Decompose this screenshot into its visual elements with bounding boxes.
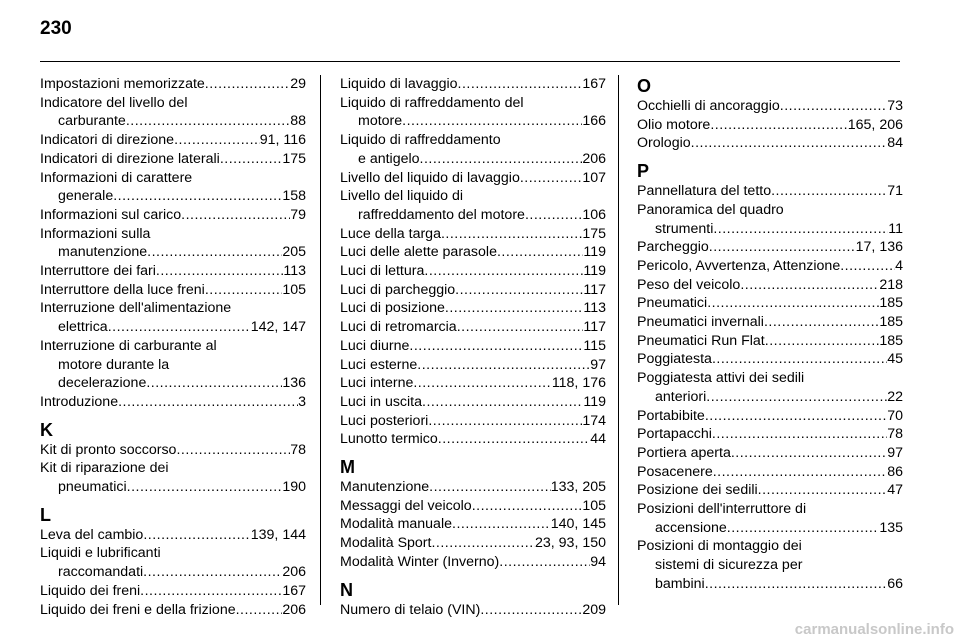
entry-text: Luci di lettura <box>340 263 425 280</box>
page-reference: 3 <box>298 393 306 410</box>
dot-leader <box>710 116 847 135</box>
index-entry <box>340 601 606 620</box>
dot-leader <box>525 206 582 225</box>
entry-text: raccomandati <box>58 564 144 581</box>
entry-text: Manutenzione <box>340 479 430 496</box>
index-entry <box>340 131 606 168</box>
index-entry <box>40 337 306 393</box>
page-reference: 118, 176 <box>551 375 606 392</box>
page-reference: 78 <box>887 426 903 443</box>
index-entry <box>40 582 306 601</box>
entry-text: Posizioni di montaggio dei <box>637 538 802 555</box>
index-entry <box>637 537 903 593</box>
dot-leader <box>127 478 283 497</box>
page-reference: 167 <box>582 76 606 92</box>
dot-leader <box>707 294 879 313</box>
dot-leader <box>712 350 887 369</box>
index-entry <box>637 425 903 444</box>
page-reference: 117 <box>583 319 606 336</box>
page-reference: 139, 144 <box>250 526 306 543</box>
header-rule <box>40 61 900 62</box>
entry-text: Posacenere <box>637 463 713 480</box>
entry-text: Pannellatura del tetto <box>637 183 772 200</box>
dot-leader <box>220 150 283 169</box>
page-reference: 105 <box>282 281 306 298</box>
dot-leader <box>727 519 880 538</box>
dot-leader <box>713 220 888 239</box>
page-reference: 45 <box>887 351 903 368</box>
index-entry <box>340 393 606 412</box>
entry-text: Posizioni dell'interruttore di <box>637 501 807 518</box>
page-reference: 167 <box>282 582 306 599</box>
index-entry <box>40 150 306 169</box>
page-reference: 175 <box>582 225 606 242</box>
index-entry <box>340 225 606 244</box>
entry-text: Kit di pronto soccorso <box>40 441 177 458</box>
index-entry <box>40 262 306 281</box>
dot-leader <box>108 318 251 337</box>
page-reference: 47 <box>887 482 903 499</box>
dot-leader <box>771 182 887 201</box>
page-reference: 97 <box>590 356 606 373</box>
entry-text: anteriori <box>655 388 707 405</box>
dot-leader <box>455 281 583 300</box>
dot-leader <box>840 257 895 276</box>
entry-text: Modalità Sport <box>340 535 432 552</box>
entry-text: Luci di retromarcia <box>340 319 457 336</box>
dot-leader <box>765 332 880 351</box>
dot-leader <box>409 337 583 356</box>
index-entry <box>637 294 903 313</box>
page-reference: 86 <box>887 463 903 480</box>
entry-text: pneumatici <box>58 479 127 496</box>
entry-text: decelerazione <box>58 375 147 392</box>
entry-text: Indicatore del livello del <box>40 94 188 111</box>
dot-leader <box>422 393 583 412</box>
entry-text: e antigelo <box>358 150 420 167</box>
entry-text: Liquido di raffreddamento del <box>340 94 524 111</box>
column-divider <box>320 75 321 605</box>
page-reference: 205 <box>282 244 306 261</box>
page-reference: 105 <box>582 497 606 514</box>
dot-leader <box>140 582 282 601</box>
entry-text: Informazioni sulla <box>40 225 151 242</box>
entry-text: Informazioni sul carico <box>40 206 182 223</box>
dot-leader <box>143 563 282 582</box>
entry-text: Indicatori di direzione <box>40 132 175 149</box>
page-reference: 119 <box>583 393 606 410</box>
index-entry <box>637 407 903 426</box>
page-number: 230 <box>40 18 72 39</box>
index-entry <box>637 313 903 332</box>
index-entry <box>340 374 606 393</box>
index-entry <box>340 337 606 356</box>
page-reference: 115 <box>583 337 606 354</box>
page-reference: 11 <box>888 220 903 237</box>
dot-leader <box>764 313 879 332</box>
dot-leader <box>431 534 535 553</box>
watermark: carmanualsonline.info <box>794 621 954 638</box>
entry-text: Luce della targa <box>340 225 441 242</box>
dot-leader <box>402 112 582 131</box>
dot-leader <box>731 444 887 463</box>
entry-text: sistemi di sicurezza per <box>655 557 803 574</box>
page-reference: 206 <box>282 601 306 618</box>
entry-text: accensione <box>655 519 727 536</box>
page-reference: 185 <box>879 332 903 349</box>
index-entry <box>637 201 903 238</box>
entry-text: Luci in uscita <box>340 393 423 410</box>
section-letter: L <box>40 504 51 525</box>
dot-leader <box>458 75 583 94</box>
dot-leader <box>429 478 551 497</box>
entry-text: Impostazioni memorizzate <box>40 76 205 92</box>
index-entry <box>40 544 306 581</box>
entry-text: Kit di riparazione dei <box>40 460 169 477</box>
index-entry <box>340 318 606 337</box>
index-entry <box>40 601 306 620</box>
index-entry <box>340 515 606 534</box>
dot-leader <box>758 481 888 500</box>
entry-text: Luci diurne <box>340 337 410 354</box>
dot-leader <box>480 601 582 620</box>
dot-leader <box>176 441 290 460</box>
page-reference: 190 <box>282 479 306 496</box>
index-entry <box>40 393 306 412</box>
entry-text: generale <box>58 188 114 205</box>
page-reference: 79 <box>290 206 306 223</box>
section-letter: K <box>40 419 53 440</box>
section-letter: O <box>637 76 652 96</box>
entry-text: Liquidi e lubrificanti <box>40 545 161 562</box>
dot-leader <box>420 150 583 169</box>
entry-text: Luci posteriori <box>340 412 429 429</box>
index-entry <box>340 534 606 553</box>
index-entry <box>637 444 903 463</box>
page-reference: 136 <box>282 375 306 392</box>
section-letter: M <box>340 457 355 478</box>
page-reference: 71 <box>887 183 903 200</box>
index-entry <box>40 526 306 545</box>
index-entry <box>40 281 306 300</box>
entry-text: Portabibite <box>637 407 705 424</box>
entry-text: Messaggi del veicolo <box>340 497 472 514</box>
entry-text: Pneumatici <box>637 295 708 312</box>
page-reference: 29 <box>290 76 306 92</box>
page-reference: 17, 136 <box>855 239 903 256</box>
entry-text: Poggiatesta <box>637 351 712 368</box>
page-reference: 4 <box>895 257 903 274</box>
index-entry <box>340 187 606 224</box>
page-reference: 91, 116 <box>259 132 306 149</box>
entry-text: Luci di parcheggio <box>340 281 456 298</box>
entry-text: Liquido dei freni e della frizione <box>40 601 236 618</box>
index-entry <box>40 206 306 225</box>
index-entry <box>340 553 606 572</box>
entry-text: Portapacchi <box>637 426 712 443</box>
entry-text: Occhielli di ancoraggio <box>637 98 780 114</box>
dot-leader <box>147 243 282 262</box>
page-reference: 175 <box>282 150 306 167</box>
index-entry <box>340 281 606 300</box>
entry-text: Posizione dei sedili <box>637 482 758 499</box>
index-entry <box>40 441 306 460</box>
dot-leader <box>520 169 582 188</box>
index-entry <box>637 500 903 537</box>
dot-leader <box>156 262 283 281</box>
index-entry <box>40 459 306 496</box>
page-reference: 84 <box>887 135 903 152</box>
index-entry <box>340 243 606 262</box>
entry-text: Leva del cambio <box>40 526 144 543</box>
dot-leader <box>472 497 583 516</box>
entry-text: Luci esterne <box>340 356 418 373</box>
page-reference: 206 <box>282 564 306 581</box>
dot-leader <box>174 131 260 150</box>
page-reference: 185 <box>879 295 903 312</box>
entry-text: Luci interne <box>340 375 414 392</box>
entry-text: bambini <box>655 575 705 592</box>
entry-text: Parcheggio <box>637 239 709 256</box>
entry-text: Lunotto termico <box>340 431 438 448</box>
page-reference: 94 <box>590 553 606 570</box>
dot-leader <box>457 318 584 337</box>
dot-leader <box>713 463 888 482</box>
dot-leader <box>706 388 887 407</box>
dot-leader <box>705 575 888 594</box>
dot-leader <box>205 75 290 94</box>
index-entry <box>637 116 903 135</box>
index-column-1 <box>40 75 306 619</box>
dot-leader <box>181 206 290 225</box>
index-entry <box>637 369 903 406</box>
page-reference: 106 <box>582 206 606 223</box>
page-reference: 119 <box>583 244 606 261</box>
index-entry <box>40 299 306 336</box>
dot-leader <box>445 299 583 318</box>
entry-text: Liquido di raffreddamento <box>340 132 501 149</box>
index-entry <box>340 497 606 516</box>
dot-leader <box>118 393 298 412</box>
page-reference: 135 <box>879 519 903 536</box>
page-reference: 133, 205 <box>550 479 606 496</box>
page-reference: 174 <box>582 412 606 429</box>
index-entry <box>637 276 903 295</box>
dot-leader <box>413 374 551 393</box>
index-entry <box>40 131 306 150</box>
entry-text: raffreddamento del motore <box>358 206 525 223</box>
page-reference: 70 <box>887 407 903 424</box>
entry-text: Luci delle alette parasole <box>340 244 497 261</box>
entry-text: Luci di posizione <box>340 300 445 317</box>
dot-leader <box>424 262 583 281</box>
page-reference: 140, 145 <box>550 516 606 533</box>
page-reference: 166 <box>582 113 606 130</box>
page-reference: 44 <box>590 431 606 448</box>
entry-text: Portiera aperta <box>637 444 731 461</box>
index-entry <box>340 478 606 497</box>
page-reference: 113 <box>583 300 606 317</box>
dot-leader <box>143 526 250 545</box>
dot-leader <box>441 225 582 244</box>
page-reference: 209 <box>582 601 606 618</box>
entry-text: Poggiatesta attivi dei sedili <box>637 370 805 387</box>
entry-text: Peso del veicolo <box>637 276 741 293</box>
dot-leader <box>497 243 583 262</box>
dot-leader <box>417 356 590 375</box>
entry-text: Pneumatici invernali <box>637 314 764 331</box>
entry-text: Interruttore dei fari <box>40 263 156 280</box>
index-entry <box>637 332 903 351</box>
entry-text: strumenti <box>655 220 714 237</box>
index-entry <box>637 257 903 276</box>
page-reference: 66 <box>887 575 903 592</box>
dot-leader <box>236 601 283 620</box>
index-entry <box>40 169 306 206</box>
entry-text: motore <box>358 113 403 130</box>
page-reference: 158 <box>282 188 306 205</box>
dot-leader <box>712 425 887 444</box>
dot-leader <box>499 553 590 572</box>
entry-text: Liquido di lavaggio <box>340 76 458 92</box>
page-reference: 23, 93, 150 <box>535 535 606 552</box>
section-letter: P <box>637 161 650 182</box>
index-entry <box>340 94 606 131</box>
index-entry <box>40 225 306 262</box>
page-reference: 88 <box>290 113 306 130</box>
page-reference: 73 <box>887 98 903 114</box>
entry-text: Numero di telaio (VIN) <box>340 601 481 618</box>
index-entry <box>637 481 903 500</box>
column-divider <box>618 75 619 605</box>
page-reference: 218 <box>879 276 903 293</box>
entry-text: Olio motore <box>637 116 711 133</box>
index-entry <box>637 238 903 257</box>
dot-leader <box>691 134 888 153</box>
entry-text: Orologio <box>637 135 691 152</box>
page-reference: 185 <box>879 314 903 331</box>
dot-leader <box>780 97 887 116</box>
entry-text: Introduzione <box>40 393 119 410</box>
dot-leader <box>205 281 283 300</box>
entry-text: Livello del liquido di <box>340 188 464 205</box>
dot-leader <box>740 276 879 295</box>
entry-text: Liquido dei freni <box>40 582 141 599</box>
page-reference: 113 <box>283 263 306 280</box>
index-entry <box>340 412 606 431</box>
page-reference: 142, 147 <box>250 319 306 336</box>
dot-leader <box>126 112 290 131</box>
index-entry <box>637 134 903 153</box>
section-letter: N <box>340 579 353 600</box>
index-entry <box>40 75 306 94</box>
page-reference: 97 <box>887 444 903 461</box>
entry-text: Pericolo, Avvertenza, Attenzione <box>637 257 841 274</box>
index-entry <box>637 463 903 482</box>
entry-text: Pneumatici Run Flat <box>637 332 765 349</box>
index-entry <box>340 75 606 94</box>
entry-text: manutenzione <box>58 244 148 261</box>
dot-leader <box>705 407 887 426</box>
dot-leader <box>146 374 282 393</box>
page-reference: 22 <box>887 388 903 405</box>
index-entry <box>340 169 606 188</box>
entry-text: Interruzione di carburante al <box>40 337 217 354</box>
index-entry <box>637 350 903 369</box>
index-entry <box>637 182 903 201</box>
page-reference: 117 <box>583 281 606 298</box>
page-reference: 78 <box>290 441 306 458</box>
entry-text: Interruzione dell'alimentazione <box>40 300 232 317</box>
page-reference: 206 <box>582 150 606 167</box>
page-reference: 107 <box>582 169 606 186</box>
index-column-3 <box>637 75 903 594</box>
index-entry <box>340 262 606 281</box>
entry-text: Interruttore della luce freni <box>40 281 205 298</box>
dot-leader <box>428 412 582 431</box>
entry-text: Modalità manuale <box>340 516 452 533</box>
entry-text: Indicatori di direzione laterali <box>40 150 220 167</box>
dot-leader <box>709 238 856 257</box>
dot-leader <box>113 187 282 206</box>
entry-text: motore durante la <box>58 356 170 373</box>
entry-text: Panoramica del quadro <box>637 201 784 218</box>
entry-text: Livello del liquido di lavaggio <box>340 169 520 186</box>
index-entry <box>340 299 606 318</box>
index-column-2 <box>340 75 606 619</box>
index-entry <box>637 97 903 116</box>
page-reference: 119 <box>583 263 606 280</box>
index-entry <box>340 356 606 375</box>
index-entry <box>340 430 606 449</box>
entry-text: elettrica <box>58 319 108 336</box>
index-entry <box>40 94 306 131</box>
entry-text: Modalità Winter (Inverno) <box>340 553 500 570</box>
entry-text: Informazioni di carattere <box>40 169 193 186</box>
dot-leader <box>438 430 590 449</box>
entry-text: carburante <box>58 113 126 130</box>
page-reference: 165, 206 <box>847 116 903 133</box>
dot-leader <box>452 515 551 534</box>
